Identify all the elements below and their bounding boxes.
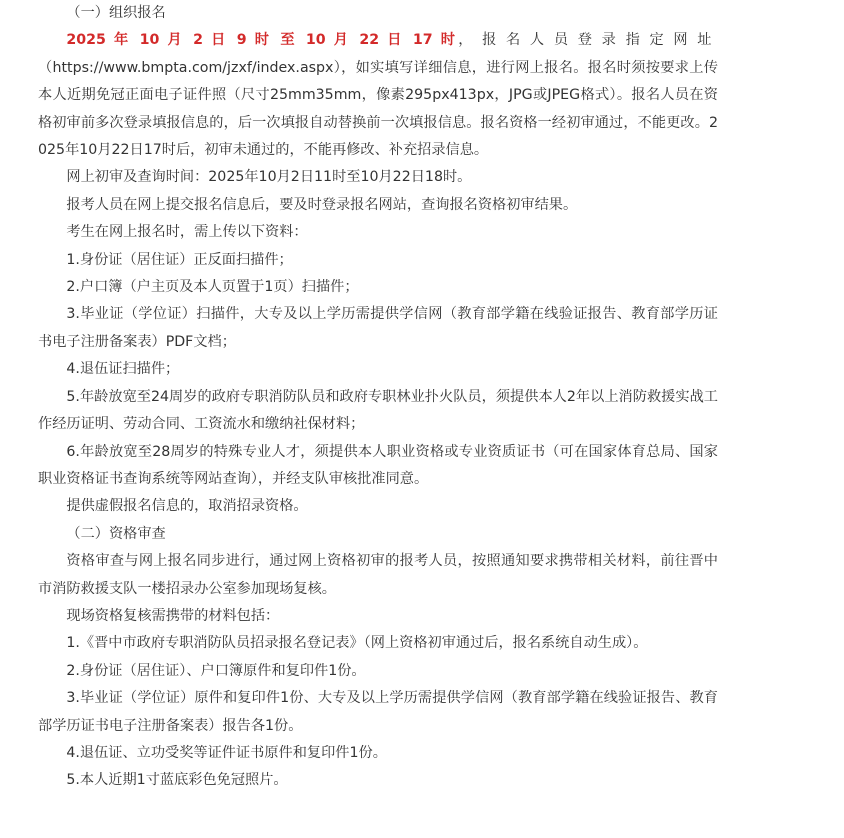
- document-body: [38, 0, 718, 795]
- list-item-upload-6: 6.年龄放宽至28周岁的特殊专业人才，须提供本人职业资格或专业资质证书（可在国家体育总局、国家职业资格证书查询系统等网站查询），并经支队审核批准同意。: [38, 443, 718, 487]
- paragraph-query-result: 报考人员在网上提交报名信息后，要及时登录报名网站，查询报名资格初审结果。: [66, 196, 578, 213]
- list-item-onsite-2: 2.身份证（居住证）、户口簿原件和复印件1份。: [66, 662, 366, 679]
- registration-time-highlight: 2025 年 10 月 2 日 9 时 至 10 月 22 日 17 时: [66, 32, 459, 49]
- list-item-onsite-3: 3.毕业证（学位证）原件和复印件1份、大专及以上学历需提供学信网（教育部学籍在线验证报告、教育部学历证书电子注册备案表）报告各1份。: [38, 690, 718, 734]
- paragraph-upload-materials-intro: 考生在网上报名时，需上传以下资料：: [66, 224, 308, 241]
- list-item-onsite-5: 5.本人近期1寸蓝底彩色免冠照片。: [66, 772, 288, 789]
- list-item-upload-5: 5.年龄放宽至24周岁的政府专职消防队员和政府专职林业扑火队员，须提供本人2年以上消防救援实战工作经历证明、劳动合同、工资流水和缴纳社保材料；: [38, 388, 718, 433]
- section-heading-qualification-review: （二）资格审查: [66, 525, 166, 542]
- list-item-upload-2: 2.户口簿（户主页及本人页置于1页）扫描件；: [66, 279, 359, 296]
- paragraph-false-info-warning: 提供虚假报名信息的，取消招录资格。: [66, 498, 308, 515]
- paragraph-online-review-time: 网上初审及查询时间：2025年10月2日11时至10月22日18时。: [66, 169, 472, 186]
- list-item-onsite-4: 4.退伍证、立功受奖等证件证书原件和复印件1份。: [66, 744, 387, 761]
- paragraph-registration-time-line: [38, 27, 718, 54]
- paragraph-review-process: 资格审查与网上报名同步进行，通过网上资格初审的报考人员，按照通知要求携带相关材料，前往晋中市消防救援支队一楼招录办公室参加现场复核。: [38, 553, 718, 597]
- paragraph-onsite-materials-intro: 现场资格复核需携带的材料包括：: [66, 607, 280, 624]
- list-item-upload-4: 4.退伍证扫描件；: [66, 361, 180, 378]
- list-item-upload-3: 3.毕业证（学位证）扫描件，大专及以上学历需提供学信网（教育部学籍在线验证报告、教育部学历证书电子注册备案表）PDF文档；: [38, 306, 718, 350]
- paragraph-registration-details: （https://www.bmpta.com/jzxf/index.aspx），如实填写详细信息，进行网上报名。报名时须按要求上传本人近期免冠正面电子证件照（尺寸25mm35mm，像素295px413px，JPG或JPEG格式）。报名人员在资格初审前多次登录填报信息的，后一次填报自动替换前一次填报信息。报名资格一经初审通过，不能更改。2025年10月22日17时后，初审未通过的，不能再修改、补充招录信息。: [38, 59, 718, 159]
- registration-line-rest: ，报名人员登录指定网址: [458, 32, 718, 49]
- list-item-onsite-1: 1.《晋中市政府专职消防队员招录报名登记表》（网上资格初审通过后，报名系统自动生成）。: [66, 635, 648, 652]
- list-item-upload-1: 1.身份证（居住证）正反面扫描件；: [66, 251, 293, 268]
- section-heading-registration: （一）组织报名: [66, 5, 166, 21]
